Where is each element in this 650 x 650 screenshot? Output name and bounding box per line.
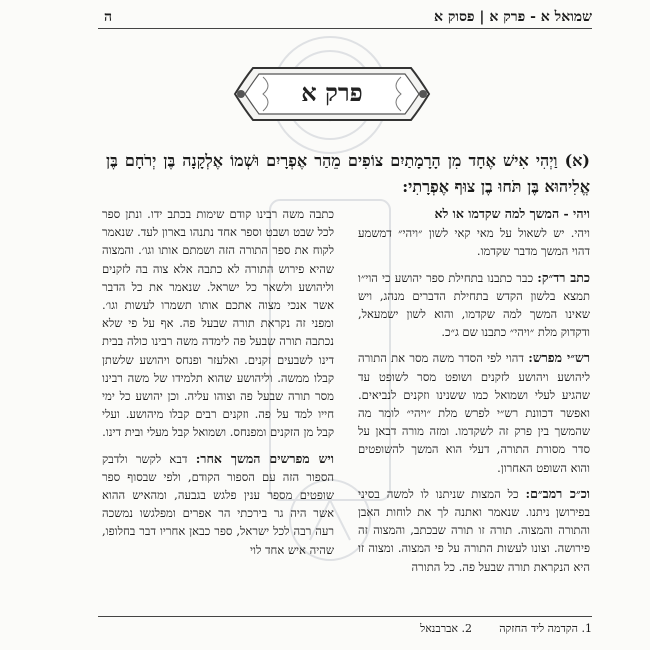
commentary-paragraph — [358, 349, 590, 476]
running-header-title: שמואל א - פרק א | פסוק א — [434, 9, 592, 25]
footnotes — [98, 616, 592, 635]
paragraph-body: דהוי לפי הסדר משה מסר את התורה ליהושע ויהושע לזקנים ושופט מסר לשופט עד שהגיע לעלי ושמואל כמו ששנינו וזקנים לנביאים. ואפשר דכוונת רש״י לפרש מלת ״ויהי״ לומר מה שהמשך בין פרק זה לשקדמו. ומזה מורה דבאן על סדר מסורת התורה, דעלי הוא המשך להשופטים והוא השופט האחרון. — [358, 351, 590, 475]
commentary-paragraph — [358, 485, 590, 576]
commentary-paragraph — [102, 205, 334, 442]
footnote-2: 2. אברבנאל — [420, 622, 472, 635]
chapter-cartouche — [233, 64, 431, 124]
paragraph-body: כתבה משה רבינו קודם שימות בכתב ידו. ונתן ספר לכל שבט ושבט וספר אחד נתנהו בארון לעד. שנאמר לקוח את ספר התורה הזה ושמתם אותו וגו׳. והמצוה שהיא פירוש התורה לא כתבה אלא צוה בה לזקנים וליהושע ולשאר כל ישראל. שנאמר את כל הדבר אשר אנכי מצוה אתכם אותו תשמרו לעשות וגו׳. ומפני זה נקראת תורה שבעל פה. אף על פי שלא נכתבה תורה שבעל פה לימדה משה רבינו כולה בבית דינו לשבעים זקנים. ואלעזר ופנחס ויהושע שלשתן קבלו ממשה. וליהושע שהוא תלמידו של משה רבינו מסר תורה שבעל פה וצוהו עליה. וכן יהושע כל ימי חייו למד על פה. וזקנים רבים קבלו מיהושע. ועלי קבל מן הזקנים ומפנחס. ושמואל קבל מעלי ובית דינו. — [102, 207, 334, 440]
running-header — [98, 6, 592, 29]
paragraph-body: כל המצות שניתנו לו למשה בסיני בפירושן ניתנו. שנאמר ואתנה לך את לוחות האבן והתורה והמצוה. תורה זו תורה שבכתב, והמצוה זה פירושה. וצונו לעשות התורה על פי המצוה. ומצוה זו היא הנקראת תורה שבעל פה. כל התורה — [358, 486, 590, 574]
paragraph-lead: ויהי - המשך למה שקדמו או לא — [434, 206, 590, 221]
page-number-letter: ה — [104, 9, 113, 25]
footnote-1: 1. הקדמה ליד החזקה — [499, 622, 592, 635]
commentary-left-column — [102, 205, 334, 605]
paragraph-body: ויהי. יש לשאול על מאי קאי לשון ״ויהי״ דמשמע דהוי המשך מדבר שקדמו. — [358, 226, 590, 259]
paragraph-lead: רש״י מפרש: — [528, 350, 590, 366]
commentary-paragraph — [358, 205, 590, 261]
paragraph-lead: כתב רד״ק: — [537, 269, 590, 285]
commentary-paragraph — [102, 450, 334, 559]
verse-text: (א) וַיְהִי אִישׁ אֶחָד מִן הָרָמָתַיִם צוֹפִים מֵהַר אֶפְרָיִם וּשְׁמוֹ אֶלְקָנָה בֶּן יְרֹחָם בֶּן אֱלִיהוּא בֶּן תֹּחוּ בֶן צוּף אֶפְרָתִי: — [106, 151, 590, 196]
commentary-right-column — [358, 205, 590, 605]
paragraph-body: כבר כתבנו בתחילת ספר יהושע כי הוי״ו תמצא בלשון הקדש בתחילת הדברים מנהג, ויש שאינו המשך למה שקדמו, והוא לשון ישמעאל, ודקדוק מלת ״ויהי״ כתבנו שם ג״כ. — [358, 270, 590, 340]
paragraph-lead: וכ״כ רמב״ם: — [525, 485, 590, 501]
commentary-paragraph — [358, 269, 590, 342]
paragraph-lead: ויש מפרשים המשך אחר: — [195, 450, 334, 466]
chapter-heading: פרק א — [301, 78, 363, 107]
paragraph-body: דבא לקשר ולדבק הספור הזה עם הספור הקודם, ולפי שבסוף ספר שופטים מספר ענין פלגש בגבעה, ומהאיש ההוא אשר היה גר בירכתי הר אפרים ומפלגשו נמשכה רעה רבה לכל ישראל, ספר כבאן אחריו דבר בחלופו, שהיה איש אחד לוי — [102, 451, 334, 557]
